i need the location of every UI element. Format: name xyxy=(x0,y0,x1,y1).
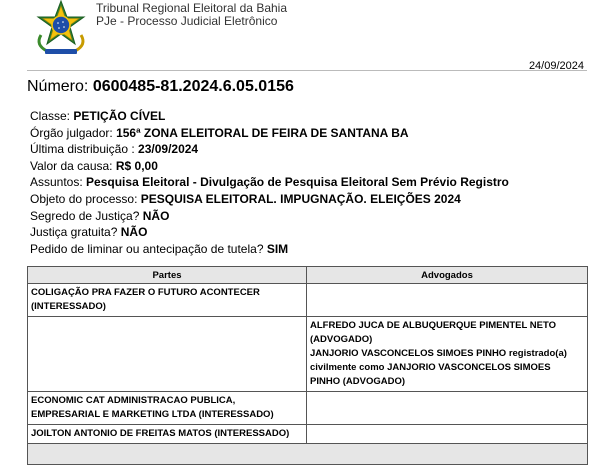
advogado-cell xyxy=(307,425,588,444)
table-row xyxy=(28,284,588,317)
header-partes: Partes xyxy=(28,267,307,284)
parte-cell: COLIGAÇÃO PRA FAZER O FUTURO ACONTECER (INTERESSADO) xyxy=(28,284,307,317)
document-header xyxy=(0,0,600,60)
document-date: 24/09/2024 xyxy=(528,60,584,72)
table-row xyxy=(28,425,588,444)
parties-table xyxy=(27,266,588,444)
system-name: PJe - Processo Judicial Eletrônico xyxy=(96,14,278,28)
court-title xyxy=(96,2,287,28)
table-row xyxy=(28,317,588,392)
process-fields xyxy=(30,108,509,257)
next-section-header xyxy=(27,443,588,465)
parte-cell xyxy=(28,317,307,392)
brazil-coat-of-arms-icon xyxy=(30,0,92,56)
court-name: Tribunal Regional Eleitoral da Bahia xyxy=(96,1,288,15)
field-ultima-distribuicao: Última distribuição : 23/09/2024 xyxy=(30,142,199,157)
advogado-cell: ALFREDO JUCA DE ALBUQUERQUE PIMENTEL NETO (ADVOGADO) JANJORIO VASCONCELOS SIMOES PINHO registrado(a) civilmente como JANJORIO VASCONCELOS SIMOES PINHO (ADVOGADO) xyxy=(307,317,588,392)
header-divider xyxy=(27,70,587,71)
header-advogados: Advogados xyxy=(307,267,588,284)
table-header-row xyxy=(28,267,588,284)
field-pedido-liminar: Pedido de liminar ou antecipação de tutela? SIM xyxy=(30,241,289,256)
parte-cell: JOILTON ANTONIO DE FREITAS MATOS (INTERESSADO) xyxy=(28,425,307,444)
parte-cell: ECONOMIC CAT ADMINISTRACAO PUBLICA, EMPRESARIAL E MARKETING LTDA (INTERESSADO) xyxy=(28,392,307,425)
table-row xyxy=(28,392,588,425)
field-valor-causa: Valor da causa: R$ 0,00 xyxy=(30,158,158,173)
process-number xyxy=(27,78,294,96)
field-classe: Classe: PETIÇÃO CÍVEL xyxy=(30,109,166,123)
process-number-value: 0600485-81.2024.6.05.0156 xyxy=(92,78,294,95)
advogado-cell xyxy=(307,392,588,425)
field-justica-gratuita: Justiça gratuita? NÃO xyxy=(30,225,148,240)
field-segredo-justica: Segredo de Justiça? NÃO xyxy=(30,208,170,223)
advogado-cell xyxy=(307,284,588,317)
field-assuntos: Assuntos: Pesquisa Eleitoral - Divulgação de Pesquisa Eleitoral Sem Prévio Registro xyxy=(30,175,509,190)
field-orgao-julgador: Órgão julgador: 156ª ZONA ELEITORAL DE FEIRA DE SANTANA BA xyxy=(30,125,409,140)
process-number-label: Número: xyxy=(27,78,89,95)
field-objeto-processo: Objeto do processo: PESQUISA ELEITORAL. IMPUGNAÇÃO. ELEIÇÕES 2024 xyxy=(30,191,461,206)
